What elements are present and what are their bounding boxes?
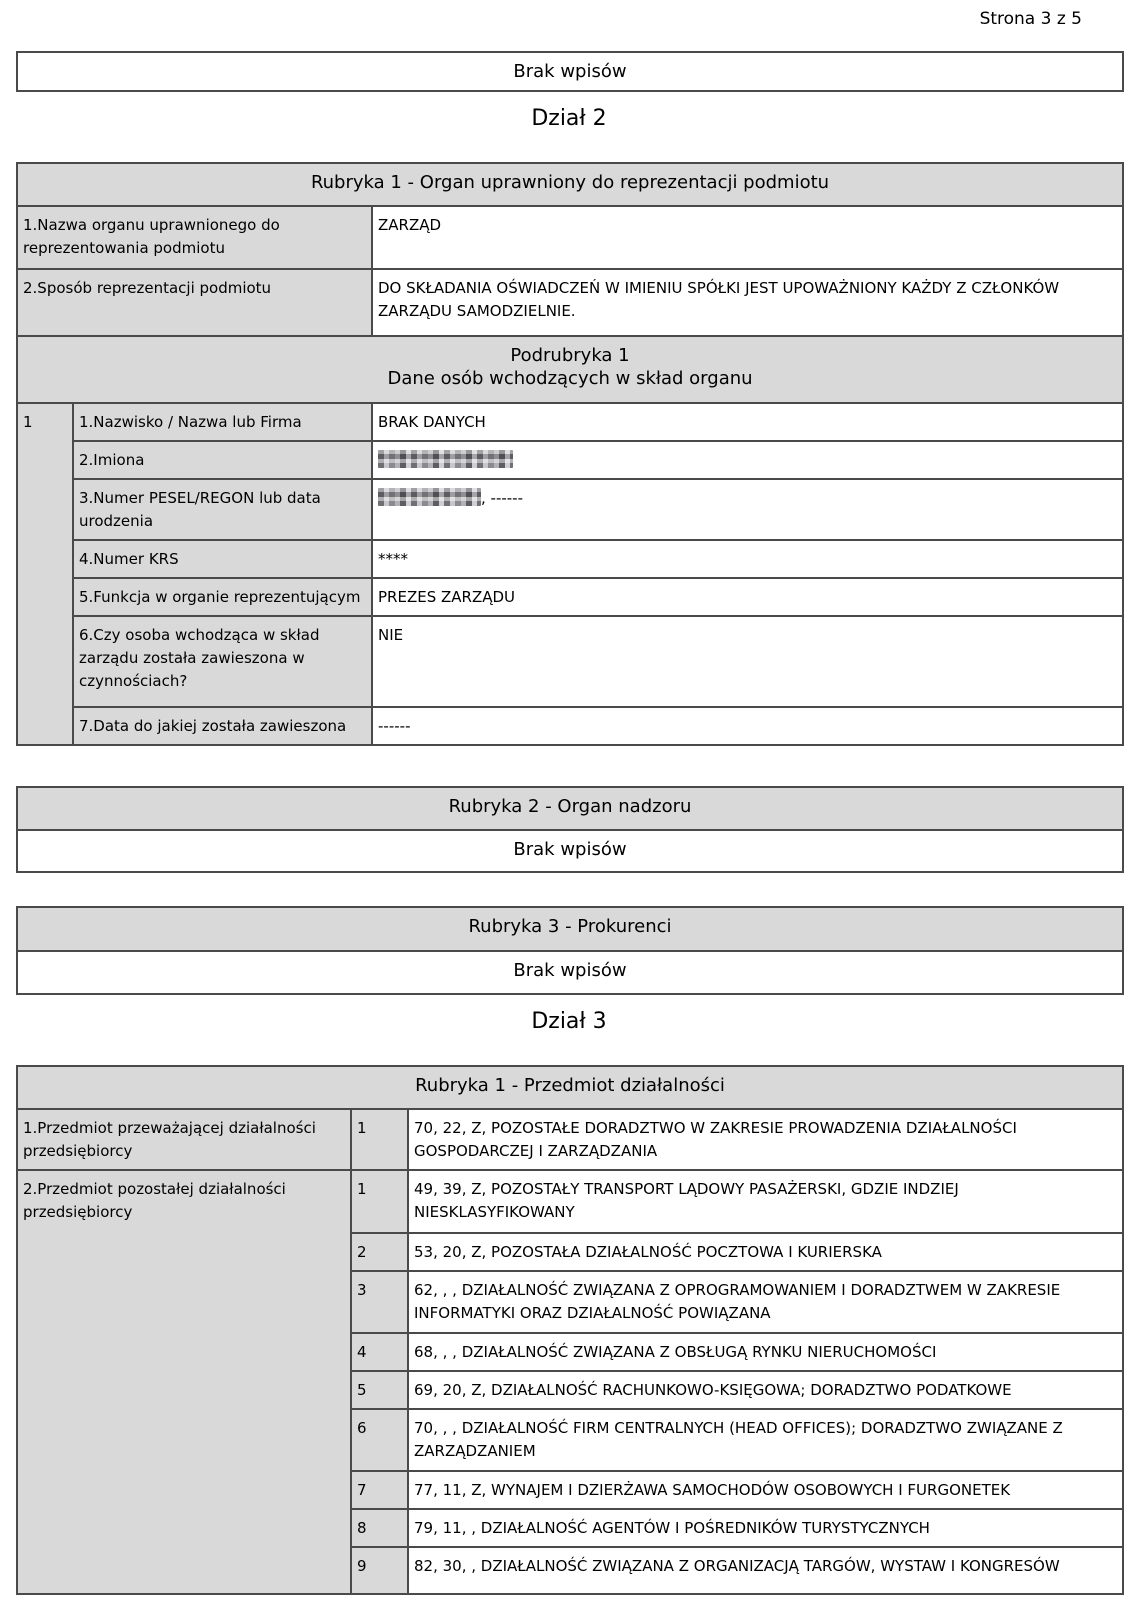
- field-label: 2.Sposób reprezentacji podmiotu: [17, 269, 372, 336]
- activity-text: 69, 20, Z, DZIAŁALNOŚĆ RACHUNKOWO-KSIĘGOWA; DORADZTWO PODATKOWE: [408, 1371, 1123, 1409]
- section-gap: [0, 746, 1138, 786]
- activity-text: 62, , , DZIAŁALNOŚĆ ZWIĄZANA Z OPROGRAMOWANIEM I DORADZTWEM W ZAKRESIE INFORMATYKI ORAZ DZIAŁALNOŚĆ POWIĄZANA: [408, 1271, 1123, 1333]
- table-row: [17, 269, 1123, 336]
- rubryka1-header: Rubryka 1 - Przedmiot działalności: [17, 1066, 1123, 1109]
- no-entries-text: Brak wpisów: [17, 52, 1123, 91]
- dzial3-title: Dział 3: [531, 1009, 607, 1034]
- item-number: 1: [351, 1109, 408, 1170]
- table-row: [17, 578, 1123, 616]
- no-entries-text: Brak wpisów: [17, 951, 1123, 994]
- entry-number: 1: [17, 403, 73, 745]
- table-row: [17, 441, 1123, 479]
- field-value: [372, 441, 1123, 479]
- no-entries-text: Brak wpisów: [17, 830, 1123, 872]
- field-value-suffix: , ------: [481, 489, 524, 507]
- field-value: BRAK DANYCH: [372, 403, 1123, 441]
- field-value: [372, 479, 1123, 540]
- rubryka1-header: Rubryka 1 - Organ uprawniony do reprezentacji podmiotu: [17, 163, 1123, 206]
- table-row: [17, 787, 1123, 830]
- activity-text: 79, 11, , DZIAŁALNOŚĆ AGENTÓW I POŚREDNIKÓW TURYSTYCZNYCH: [408, 1509, 1123, 1547]
- dzial2-title: Dział 2: [531, 106, 607, 131]
- field-label: 4.Numer KRS: [73, 540, 372, 578]
- empty-entries-box: [16, 51, 1124, 92]
- podrubryka1-header: [17, 336, 1123, 403]
- table-row: [17, 1170, 1123, 1233]
- field-value: DO SKŁADANIA OŚWIADCZEŃ W IMIENIU SPÓŁKI JEST UPOWAŻNIONY KAŻDY Z CZŁONKÓW ZARZĄDU SAMODZIELNIE.: [372, 269, 1123, 336]
- table-row: [17, 540, 1123, 578]
- field-label: 1.Przedmiot przeważającej działalności przedsiębiorcy: [17, 1109, 351, 1170]
- table-row: [17, 707, 1123, 745]
- activity-text: 49, 39, Z, POZOSTAŁY TRANSPORT LĄDOWY PASAŻERSKI, GDZIE INDZIEJ NIESKLASYFIKOWANY: [408, 1170, 1123, 1233]
- table-row: [17, 403, 1123, 441]
- table-row: [17, 1109, 1123, 1170]
- field-label: 1.Nazwisko / Nazwa lub Firma: [73, 403, 372, 441]
- field-label: 1.Nazwa organu uprawnionego do reprezentowania podmiotu: [17, 206, 372, 269]
- table-row: [17, 336, 1123, 403]
- field-value: ****: [372, 540, 1123, 578]
- field-label: 5.Funkcja w organie reprezentującym: [73, 578, 372, 616]
- item-number: 2: [351, 1233, 408, 1271]
- table-row: [17, 479, 1123, 540]
- item-number: 5: [351, 1371, 408, 1409]
- field-value: ZARZĄD: [372, 206, 1123, 269]
- table-row: [17, 52, 1123, 91]
- item-number: 4: [351, 1333, 408, 1371]
- item-number: 6: [351, 1409, 408, 1471]
- dzial2-rubryka3-table: [16, 906, 1124, 995]
- activity-text: 82, 30, , DZIAŁALNOŚĆ ZWIĄZANA Z ORGANIZACJĄ TARGÓW, WYSTAW I KONGRESÓW: [408, 1547, 1123, 1594]
- activity-text: 77, 11, Z, WYNAJEM I DZIERŻAWA SAMOCHODÓW OSOBOWYCH I FURGONETEK: [408, 1471, 1123, 1509]
- field-label: 2.Przedmiot pozostałej działalności przedsiębiorcy: [17, 1170, 351, 1594]
- field-label: 7.Data do jakiej została zawieszona: [73, 707, 372, 745]
- activity-text: 70, 22, Z, POZOSTAŁE DORADZTWO W ZAKRESIE PROWADZENIA DZIAŁALNOŚCI GOSPODARCZEJ I ZARZĄDZANIA: [408, 1109, 1123, 1170]
- item-number: 8: [351, 1509, 408, 1547]
- dzial3-rubryka1-table: [16, 1065, 1124, 1595]
- section-gap: [0, 873, 1138, 906]
- activity-text: 68, , , DZIAŁALNOŚĆ ZWIĄZANA Z OBSŁUGĄ RYNKU NIERUCHOMOŚCI: [408, 1333, 1123, 1371]
- activity-text: 70, , , DZIAŁALNOŚĆ FIRM CENTRALNYCH (HEAD OFFICES); DORADZTWO ZWIĄZANE Z ZARZĄDZANIEM: [408, 1409, 1123, 1471]
- redacted-text: [378, 450, 513, 468]
- rubryka3-header: Rubryka 3 - Prokurenci: [17, 907, 1123, 951]
- field-value: NIE: [372, 616, 1123, 707]
- field-label: 6.Czy osoba wchodząca w skład zarządu została zawieszona w czynnościach?: [73, 616, 372, 707]
- redacted-text: [378, 488, 481, 506]
- field-label: 3.Numer PESEL/REGON lub data urodzenia: [73, 479, 372, 540]
- item-number: 1: [351, 1170, 408, 1233]
- table-row: [17, 907, 1123, 951]
- podrubryka1-subtitle: Dane osób wchodzących w skład organu: [387, 368, 753, 389]
- rubryka2-header: Rubryka 2 - Organ nadzoru: [17, 787, 1123, 830]
- dzial2-rubryka2-table: [16, 786, 1124, 873]
- podrubryka1-title: Podrubryka 1: [510, 345, 630, 366]
- table-row: [17, 830, 1123, 872]
- field-label: 2.Imiona: [73, 441, 372, 479]
- item-number: 7: [351, 1471, 408, 1509]
- table-row: [17, 951, 1123, 994]
- dzial2-rubryka1-table: [16, 162, 1124, 746]
- item-number: 3: [351, 1271, 408, 1333]
- field-value: PREZES ZARZĄDU: [372, 578, 1123, 616]
- activity-text: 53, 20, Z, POZOSTAŁA DZIAŁALNOŚĆ POCZTOWA I KURIERSKA: [408, 1233, 1123, 1271]
- page-indicator: Strona 3 z 5: [979, 9, 1082, 29]
- table-row: [17, 1066, 1123, 1109]
- table-row: [17, 163, 1123, 206]
- table-row: [17, 616, 1123, 707]
- field-value: ------: [372, 707, 1123, 745]
- table-row: [17, 206, 1123, 269]
- item-number: 9: [351, 1547, 408, 1594]
